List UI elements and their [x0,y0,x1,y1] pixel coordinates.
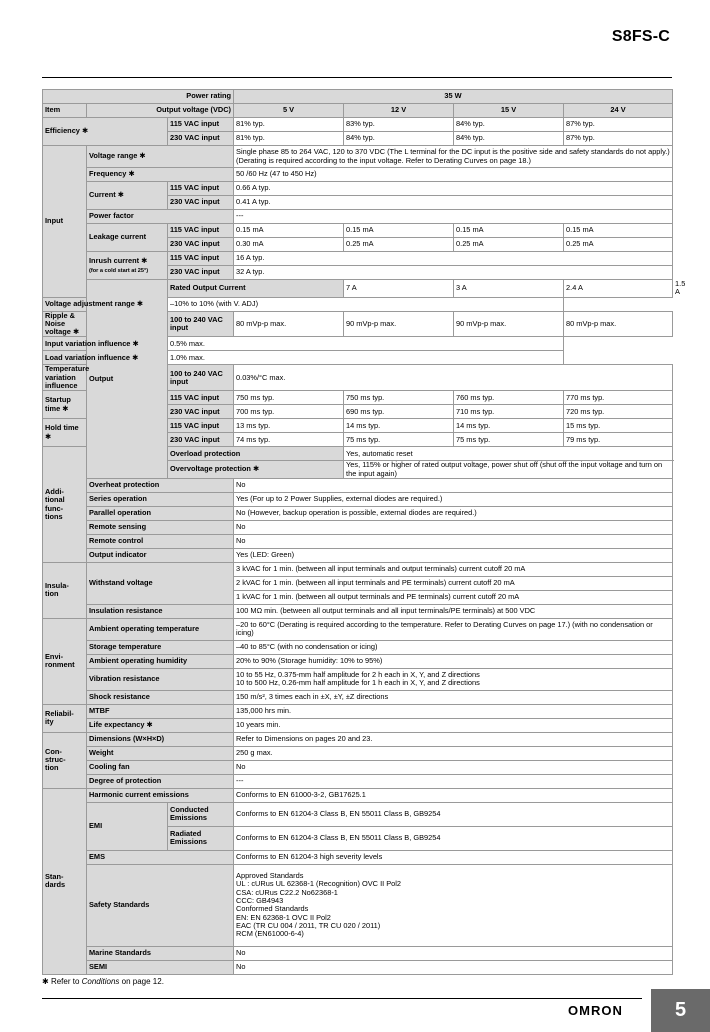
cond-115: 115 VAC input [168,252,234,266]
semi-value: No [234,960,673,974]
input-var-row [43,337,673,351]
value-cell: 2.4 A [564,280,673,298]
value-cell: 81% typ. [234,132,344,146]
value-cell: 0.15 mA [454,224,564,238]
output-indicator-label: Output indicator [87,548,234,562]
group-additional: Addi- tional func- tions [43,447,87,563]
inrush-row-115 [43,252,673,266]
value-cell: 74 ms typ. [234,433,344,447]
spec-table [42,89,686,975]
asterisk-icon: ✱ [139,151,146,161]
asterisk-icon: ✱ [45,431,52,441]
series-value: Yes (For up to 2 Power Supplies, external diodes are required.) [234,492,673,506]
page-number: 5 [651,989,710,1032]
value-cell: 760 ms typ. [454,391,564,405]
dimensions-label: Dimensions (W×H×D) [87,732,234,746]
power-factor-label: Power factor [87,210,234,224]
shock-label: Shock resistance [87,690,234,704]
load-var-label: Load variation influence ✱ [43,351,168,365]
overvoltage-value: Yes, 115% or higher of rated output voltage, power shut off (shut off the input voltage and turn on the input again) [344,461,673,479]
output-indicator-value: Yes (LED: Green) [234,548,673,562]
group-standards: Stan- dards [43,788,87,974]
input-voltage-range-row [43,146,673,168]
item-label: Item [43,104,87,118]
ambient-temp-label: Ambient operating temperature [87,618,234,640]
value-cell: 87% typ. [564,118,673,132]
weight-label: Weight [87,746,234,760]
safety-row [43,864,673,946]
withstand-value-2: 2 kVAC for 1 min. (between all input terminals and PE terminals) current cutoff 20 mA [234,576,673,590]
ripple-cond: 100 to 240 VAC input [168,311,234,337]
value-cell: 0.15 mA [344,224,454,238]
value-cell: 84% typ. [454,118,564,132]
value-cell: 0.25 mA [454,238,564,252]
radiated-value: Conforms to EN 61204-3 Class B, EN 55011 Class B, GB9254 [234,826,673,850]
header-row-voltage [43,104,673,118]
humidity-value: 20% to 90% (Storage humidity: 10% to 95%) [234,654,673,668]
parallel-label: Parallel operation [87,506,234,520]
dimensions-value: Refer to Dimensions on pages 20 and 23. [234,732,673,746]
ambient-temp-row [43,618,673,640]
safety-label: Safety Standards [87,864,234,946]
omron-logo: OMRON [568,1003,623,1018]
life-row [43,718,673,732]
startup-label: Startup time ✱ [43,391,87,419]
add-row-3 [43,492,673,506]
humidity-label: Ambient operating humidity [87,654,234,668]
semi-label: SEMI [87,960,234,974]
remote-control-label: Remote control [87,534,234,548]
value-cell: 0.25 mA [344,238,454,252]
voltage-range-value: Single phase 85 to 264 VAC, 120 to 370 VDC (The L terminal for the DC input is the positive side and safety standards do not apply.) (Derating is required according to the input voltage. Refer to Derating Curves on page 18.) [234,146,673,168]
voltage-24v: 24 V [564,104,673,118]
efficiency-row-115 [43,118,673,132]
value-cell: 90 mVp-p max. [344,311,454,337]
harmonic-value: Conforms to EN 61000-3-2, GB17625.1 [234,788,673,802]
value-cell: 750 ms typ. [234,391,344,405]
marine-label: Marine Standards [87,946,234,960]
value-cell: 0.25 mA [564,238,673,252]
fan-row [43,760,673,774]
frequency-value: 50 /60 Hz (47 to 450 Hz) [234,168,673,182]
voltage-5v: 5 V [234,104,344,118]
add-row-7 [43,548,673,562]
group-environment: Envi- ronment [43,618,87,704]
value-cell: 700 ms typ. [234,405,344,419]
ripple-label: Ripple & Noise voltage ✱ [43,311,87,337]
value-cell: 75 ms typ. [344,433,454,447]
harmonic-label: Harmonic current emissions [87,788,234,802]
protection-row [43,774,673,788]
value-cell: 90 mVp-p max. [454,311,564,337]
overload-value: Yes, automatic reset [344,447,673,461]
output-voltage-label: Output voltage (VDC) [87,104,234,118]
cond-230: 230 VAC input [168,132,234,146]
leakage-label: Leakage current [87,224,168,252]
rated-current-row: Output Rated Output Current 7 A 3 A 2.4 A 1.5 A [43,280,673,298]
vibration-row [43,668,673,690]
asterisk-icon: ✱ [42,977,49,986]
parallel-value: No (However, backup operation is possible, external diodes are required.) [234,506,673,520]
temp-var-value: 0.03%/°C max. [234,365,673,391]
radiated-label: Radiated Emissions [168,826,234,850]
value-cell: 14 ms typ. [344,419,454,433]
cond-230: 230 VAC input [168,238,234,252]
input-var-value: 0.5% max. [168,337,564,351]
asterisk-icon: ✱ [252,464,260,474]
value-cell: 75 ms typ. [454,433,564,447]
value-cell: 720 ms typ. [564,405,673,419]
value-cell: 7 A [344,280,454,298]
asterisk-icon: ✱ [117,190,124,200]
remote-sensing-label: Remote sensing [87,520,234,534]
shock-row [43,690,673,704]
mtbf-row [43,704,673,718]
value-cell: 81% typ. [234,118,344,132]
value-cell: 87% typ. [564,132,673,146]
value-cell: 0.30 mA [234,238,344,252]
inrush-note: (for a cold start at 25°) [89,267,149,274]
cond-115: 115 VAC input [168,391,234,405]
group-insulation: Insula- tion [43,562,87,618]
overheat-label: Overheat protection [87,478,234,492]
marine-row [43,946,673,960]
group-output: Output [87,280,168,479]
mtbf-label: MTBF [87,704,234,718]
input-var-label: Input variation influence ✱ [43,337,168,351]
remote-sensing-value: No [234,520,673,534]
withstand-label: Withstand voltage [87,562,234,604]
humidity-row [43,654,673,668]
vibration-label: Vibration resistance [87,668,234,690]
cond-230: 230 VAC input [168,266,234,280]
remote-control-value: No [234,534,673,548]
temp-var-cond: 100 to 240 VAC input [168,365,234,391]
inrush-115-value: 16 A typ. [234,252,673,266]
temp-var-label: Temperature variation influence [43,365,87,391]
ems-row [43,850,673,864]
value-cell: 710 ms typ. [454,405,564,419]
protection-label: Degree of protection [87,774,234,788]
withstand-row-1 [43,562,673,576]
life-value: 10 years min. [234,718,673,732]
emi-conducted-row [43,802,673,826]
value-cell: 15 ms typ. [564,419,673,433]
group-input: Input [43,146,87,298]
asterisk-icon: ✱ [136,298,144,308]
value-cell: 80 mVp-p max. [564,311,673,337]
add-row-6 [43,534,673,548]
conducted-label: Conducted Emissions [168,802,234,826]
mtbf-value: 135,000 hrs min. [234,704,673,718]
voltage-adj-label: Voltage adjustment range ✱ [43,297,168,311]
storage-temp-row [43,640,673,654]
cond-230: 230 VAC input [168,196,234,210]
model-title: S8FS-C [611,28,670,45]
current-row-115 [43,182,673,196]
group-reliability: Reliabil- ity [43,704,87,732]
value-cell: 79 ms typ. [564,433,673,447]
voltage-adj-value: –10% to 10% (with V. ADJ) [168,297,564,311]
vibration-value: 10 to 55 Hz, 0.375-mm half amplitude for 2 h each in X, Y, and Z directions 10 to 500 Hz, 0.26-mm half amplitude for 1 h each in X, Y, and Z directions [234,668,673,690]
overload-label: Overload protection [168,447,344,461]
hold-label: Hold time ✱ [43,419,87,447]
add-row-5 [43,520,673,534]
overvoltage-label: Overvoltage protection ✱ [168,461,344,479]
asterisk-icon: ✱ [146,720,153,730]
value-cell: 14 ms typ. [454,419,564,433]
marine-value: No [234,946,673,960]
asterisk-icon: ✱ [141,256,148,266]
header-row-power [43,90,673,104]
value-cell: 83% typ. [344,118,454,132]
asterisk-icon: ✱ [128,169,135,179]
cond-115: 115 VAC input [168,182,234,196]
power-rating-label: Power rating [43,90,234,104]
value-cell: 0.15 mA [564,224,673,238]
asterisk-icon: ✱ [132,338,139,348]
power-rating-value: 35 W [234,90,673,104]
rated-current-label: Rated Output Current [168,280,344,298]
voltage-adj-row [43,297,673,311]
leakage-row-115 [43,224,673,238]
cond-115: 115 VAC input [168,118,234,132]
life-label: Life expectancy ✱ [87,718,234,732]
weight-row [43,746,673,760]
power-factor-value: --- [234,210,673,224]
value-cell: 770 ms typ. [564,391,673,405]
value-cell: 84% typ. [454,132,564,146]
value-cell: 0.15 mA [234,224,344,238]
ambient-temp-value: –20 to 60°C (Derating is required according to the temperature. Refer to Derating Curves on page 17.) (with no condensation or icing) [234,618,673,640]
bottom-rule [42,998,642,999]
group-construction: Con- struc- tion [43,732,87,788]
load-var-row [43,351,673,365]
dimensions-row [43,732,673,746]
voltage-12v: 12 V [344,104,454,118]
insulation-resistance-label: Insulation resistance [87,604,234,618]
load-var-value: 1.0% max. [168,351,564,365]
value-cell: 80 mVp-p max. [234,311,344,337]
semi-row [43,960,673,974]
current-label: Current ✱ [87,182,168,210]
cond-115: 115 VAC input [168,224,234,238]
protection-value: --- [234,774,673,788]
power-factor-row [43,210,673,224]
value-cell: 84% typ. [344,132,454,146]
efficiency-label: Efficiency ✱ [43,118,168,146]
current-115-value: 0.66 A typ. [234,182,673,196]
shock-value: 150 m/s², 3 times each in ±X, ±Y, ±Z directions [234,690,673,704]
asterisk-icon: ✱ [81,126,89,136]
storage-temp-value: –40 to 85°C (with no condensation or icing) [234,640,673,654]
value-cell: 13 ms typ. [234,419,344,433]
insulation-resistance-value: 100 MΩ min. (between all output terminals and all input terminals/PE terminals) at 500 VDC [234,604,673,618]
voltage-range-label: Voltage range ✱ [87,146,234,168]
asterisk-icon: ✱ [132,352,139,362]
top-rule [42,77,672,78]
withstand-value-1: 3 kVAC for 1 min. (between all input terminals and output terminals) current cutoff 20 mA [234,562,673,576]
frequency-label: Frequency ✱ [87,168,234,182]
overheat-value: No [234,478,673,492]
voltage-15v: 15 V [454,104,564,118]
conducted-value: Conforms to EN 61204-3 Class B, EN 55011 Class B, GB9254 [234,802,673,826]
inrush-label: Inrush current ✱ (for a cold start at 25°) [87,252,168,280]
asterisk-icon: ✱ [72,327,80,337]
fan-value: No [234,760,673,774]
value-cell: 690 ms typ. [344,405,454,419]
fan-label: Cooling fan [87,760,234,774]
ems-label: EMS [87,850,234,864]
current-230-value: 0.41 A typ. [234,196,673,210]
conditions-ref: Conditions [81,977,120,986]
withstand-value-3: 1 kVAC for 1 min. (between all output terminals and PE terminals) current cutoff 20 mA [234,590,673,604]
harmonic-row [43,788,673,802]
add-row-4 [43,506,673,520]
add-row-2 [43,478,673,492]
insulation-resistance-row [43,604,673,618]
value-cell: 3 A [454,280,564,298]
cond-230: 230 VAC input [168,433,234,447]
emi-label: EMI [87,802,168,850]
weight-value: 250 g max. [234,746,673,760]
value-cell: 750 ms typ. [344,391,454,405]
footnote: ✱ Refer to Conditions on page 12. [42,977,164,986]
safety-value: Approved Standards UL : cURus UL 62368-1 (Recognition) OVC II Pol2 CSA: cURus C22.2 No62368-1 CCC: GB4943 Conformed Standards EN: EN 62368-1 OVC II Pol2 EAC (TR CU 004 / 2011, TR CU 020 / 2011) RCM (EN61000-6-4) [234,864,673,946]
cond-230: 230 VAC input [168,405,234,419]
series-label: Series operation [87,492,234,506]
ems-value: Conforms to EN 61204-3 high severity levels [234,850,673,864]
inrush-230-value: 32 A typ. [234,266,673,280]
asterisk-icon: ✱ [62,403,69,413]
frequency-row [43,168,673,182]
storage-temp-label: Storage temperature [87,640,234,654]
cond-115: 115 VAC input [168,419,234,433]
